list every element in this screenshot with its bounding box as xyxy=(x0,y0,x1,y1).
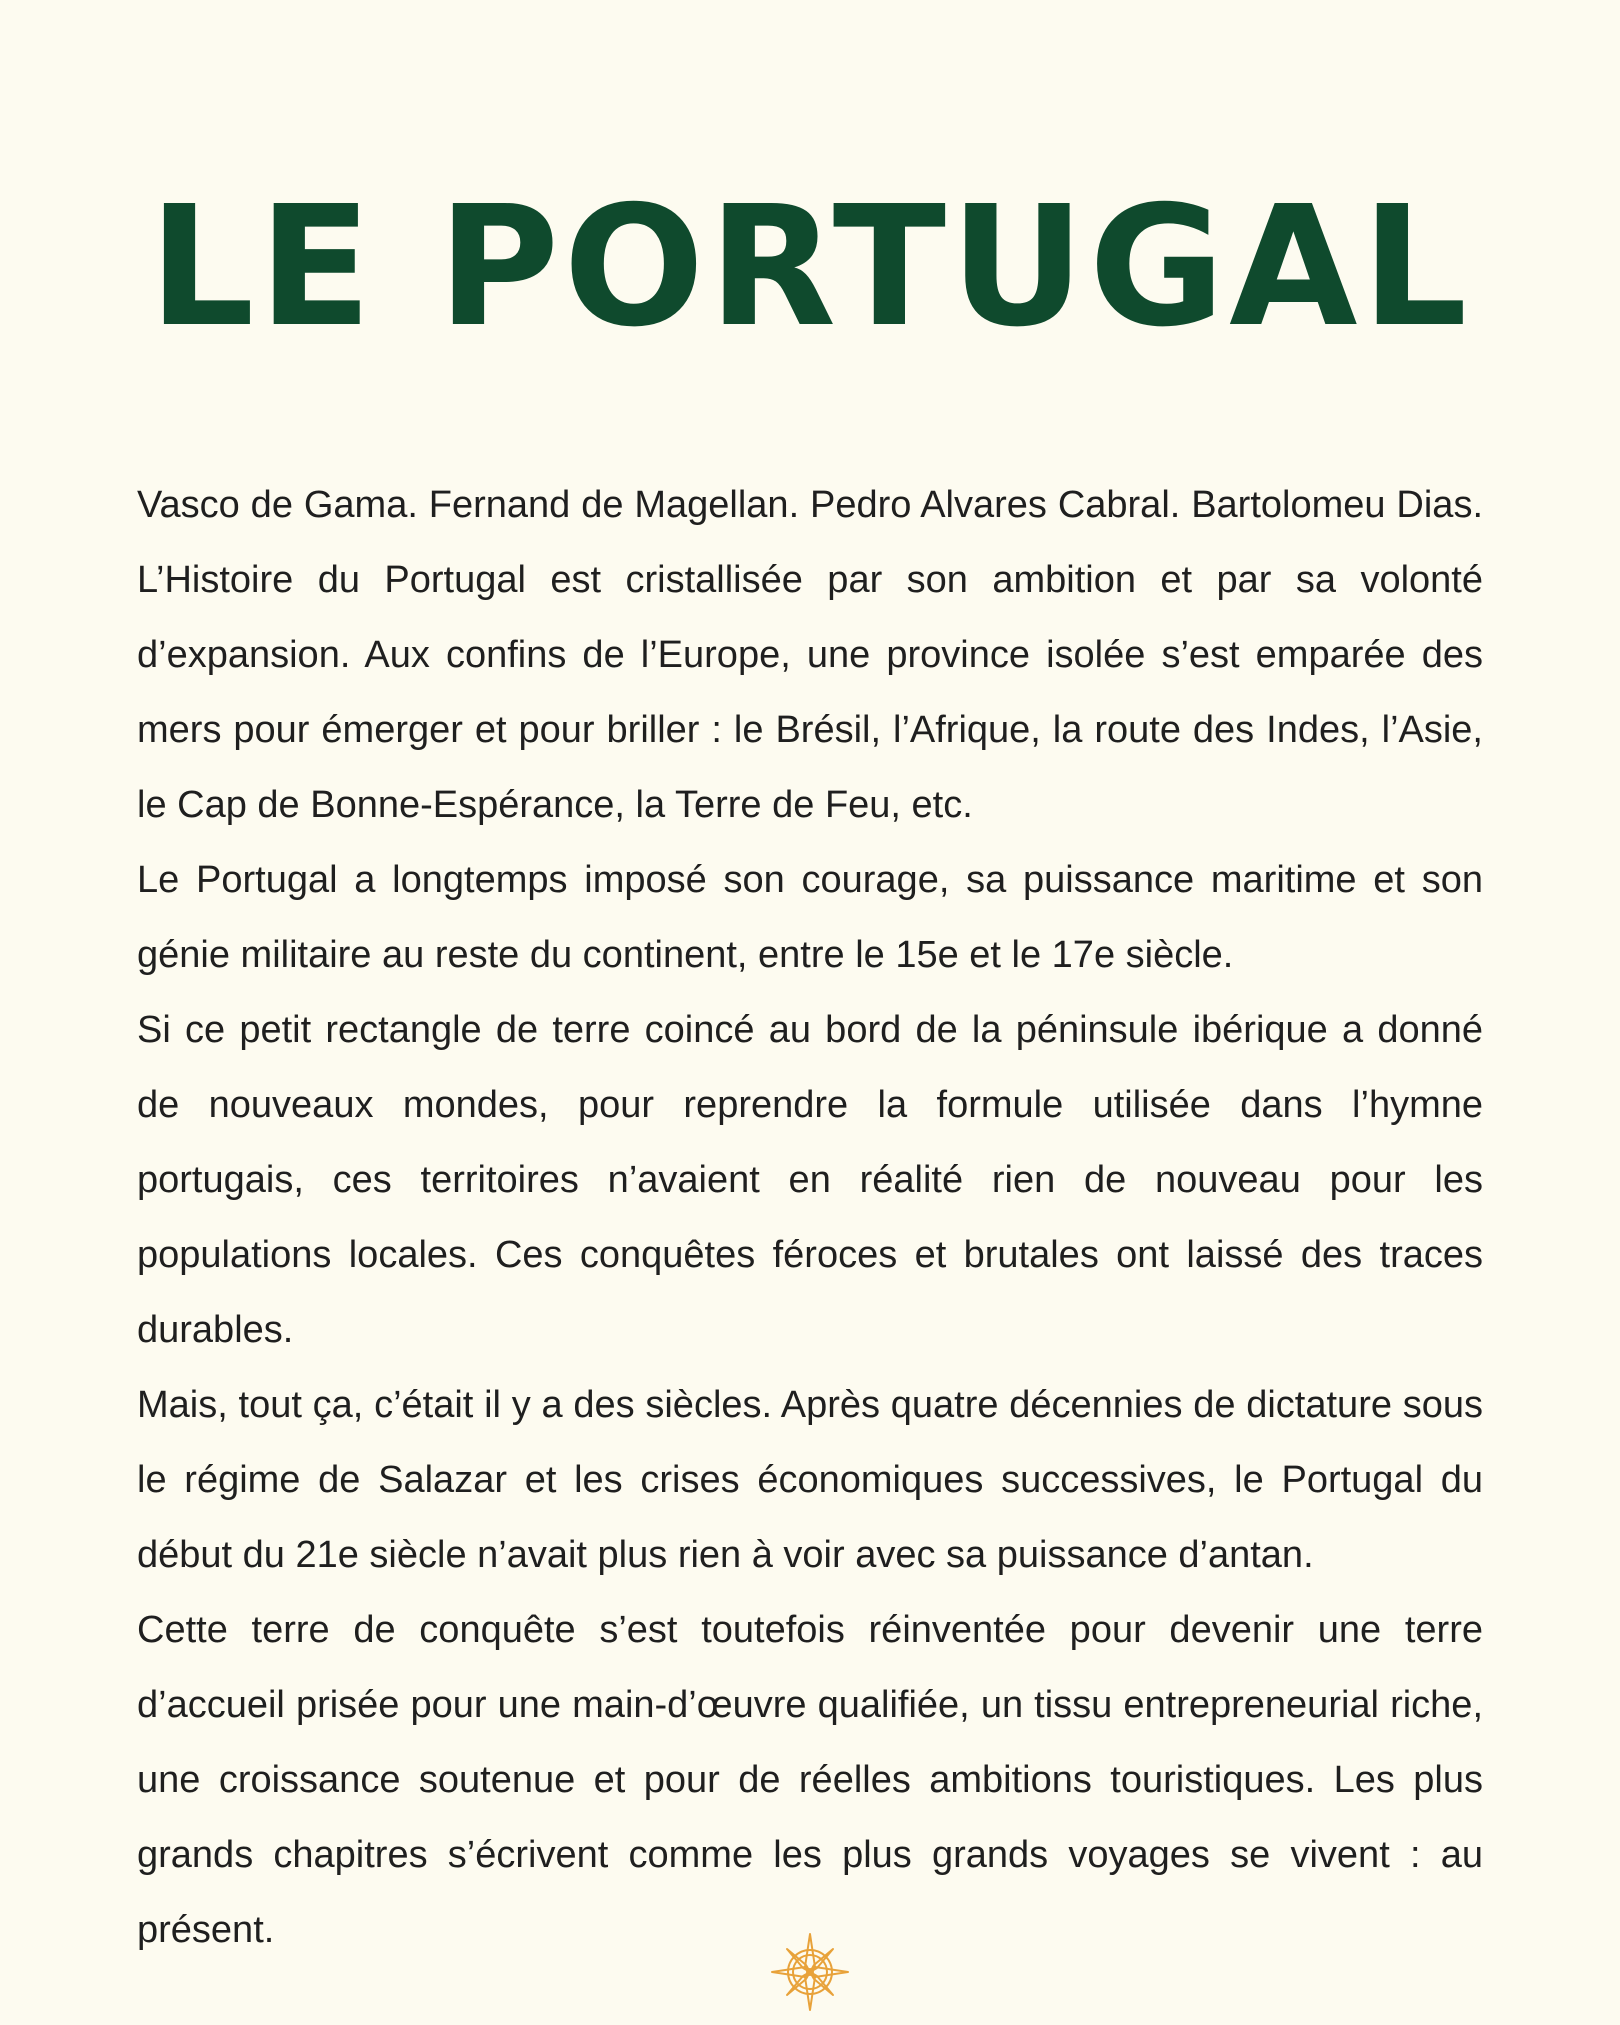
paragraph-1: Vasco de Gama. Fernand de Magellan. Pedro Alvares Cabral. Bartolomeu Dias. L’Histoire du Portugal est cristallisée par son ambition et par sa volonté d’expansion. Aux confins de l’Europe, une province isolée s’est emparée des mers pour émerger et pour briller : le Brésil, l’Afrique, la route des Indes, l’Asie, le Cap de Bonne-Espérance, la Terre de Feu, etc. xyxy=(137,484,1483,826)
compass-rose-icon xyxy=(770,1932,850,2012)
page-title: LE PORTUGAL xyxy=(148,171,1472,364)
article-body xyxy=(137,468,1483,1968)
paragraph-3: Si ce petit rectangle de terre coincé au bord de la péninsule ibérique a donné de nouveaux mondes, pour reprendre la formule utilisée dans l’hymne portugais, ces territoires n’avaient en réalité rien de nouveau pour les populations locales. Ces conquêtes féroces et brutales ont laissé des traces durables. xyxy=(137,1009,1483,1351)
paragraph-5: Cette terre de conquête s’est toutefois réinventée pour devenir une terre d’accueil prisée pour une main-d’œuvre qualifiée, un tissu entrepreneurial riche, une croissance soutenue et pour de réelles ambitions touristiques. Les plus grands chapitres s’écrivent comme les plus grands voyages se vivent : au présent. xyxy=(137,1609,1483,1951)
paragraph-4: Mais, tout ça, c’était il y a des siècles. Après quatre décennies de dictature sous le régime de Salazar et les crises économiques successives, le Portugal du début du 21e siècle n’avait plus rien à voir avec sa puissance d’antan. xyxy=(137,1384,1483,1576)
paragraph-2: Le Portugal a longtemps imposé son courage, sa puissance maritime et son génie militaire au reste du continent, entre le 15e et le 17e siècle. xyxy=(137,859,1483,976)
